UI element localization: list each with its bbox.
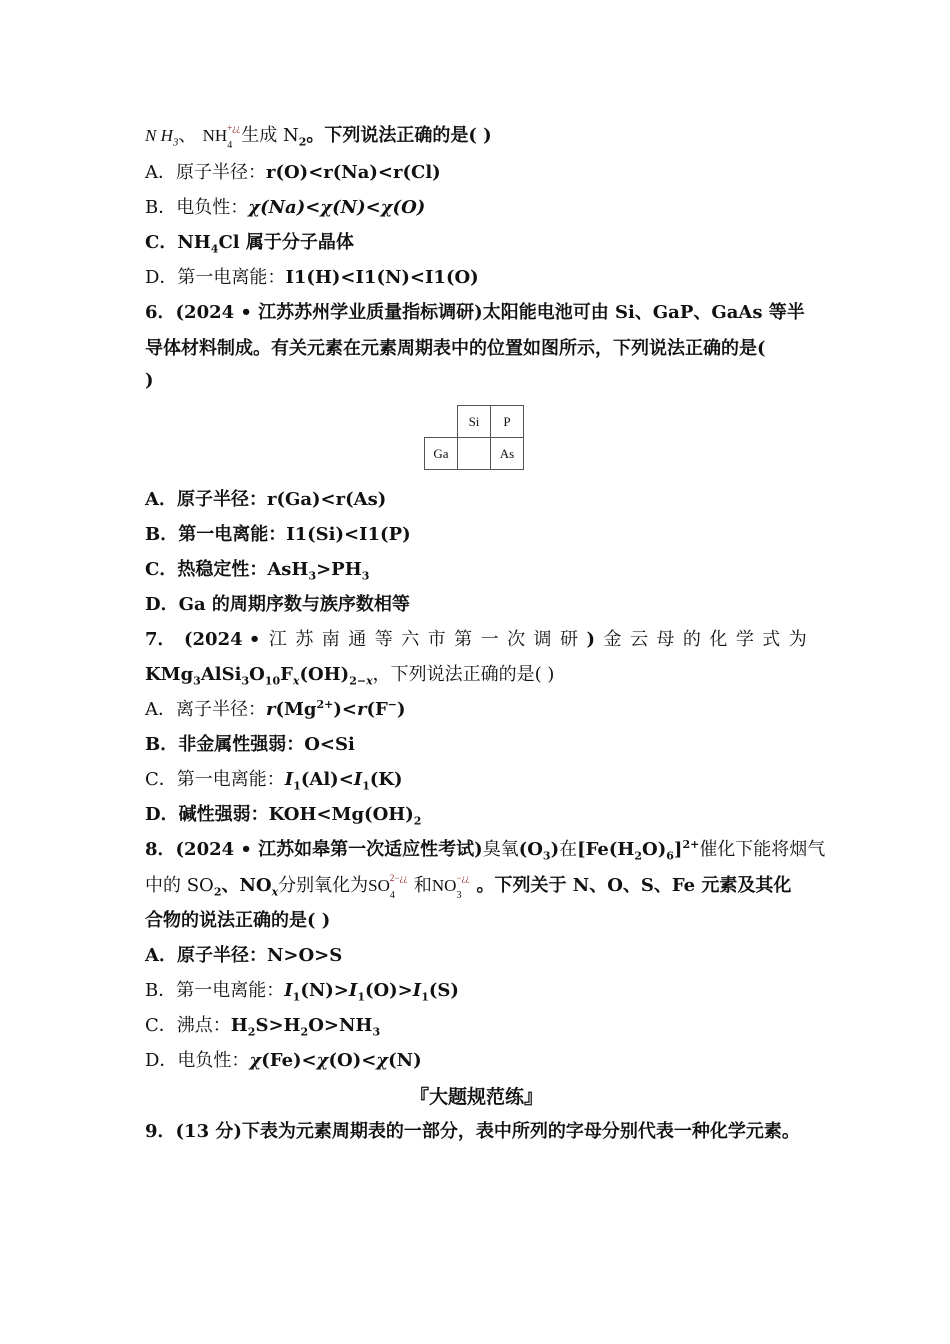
- q7-option-a[interactable]: A．离子半径：$r(Mg^{2+})<r(F^-)$: [145, 698, 406, 720]
- q7-stem-word: 母: [656, 629, 675, 650]
- q7-stem-word: 市: [427, 629, 446, 650]
- q7-option-b[interactable]: B．非金属性强弱：O<Si: [145, 734, 355, 755]
- q7-stem-word: 南: [321, 629, 340, 650]
- q7-stem-word: 第: [454, 629, 473, 650]
- q7-stem-word: 次: [507, 629, 526, 650]
- q7-stem-word: 式: [762, 629, 781, 650]
- q5-option-c[interactable]: C．$NH_4Cl$ 属于分子晶体: [145, 232, 354, 256]
- nh4-ion: NH +¿¿ 4: [202, 123, 241, 151]
- q7-stem-word: 为: [788, 629, 807, 650]
- q8-stem-line3: 合物的说法正确的是( ): [145, 910, 331, 931]
- q7-stem-word: 通: [348, 629, 367, 650]
- q6-stem-line3: ): [145, 370, 154, 391]
- q6-stem-line2: 导体材料制成。有关元素在元素周期表中的位置如图所示，下列说法正确的是(: [145, 338, 766, 359]
- section-heading: 『大题规范练』: [410, 1086, 544, 1108]
- q8-option-b[interactable]: B．第一电离能：$I_1(N)>I_1(O)>I_1(S)$: [145, 980, 459, 1004]
- q6-stem-line1: 6．(2024 • 江苏苏州学业质量指标调研)太阳能电池可由 Si、GaP、GaAs 等半: [145, 302, 805, 323]
- q8-stem-line2: 中的 $SO_2$、$NO_x$分别氧化为SO 2−¿¿ 4 和NO −¿¿ 3 。下列关于 N、O、S、Fe 元素及其化: [145, 873, 792, 901]
- q7-stem-word: 研: [560, 629, 579, 650]
- cell-ga: Ga: [425, 438, 458, 470]
- q5-option-a[interactable]: A．原子半径：r(O)<r(Na)<r(Cl): [145, 162, 441, 183]
- q7-stem-word: 化: [709, 629, 728, 650]
- q7-stem-word: 金: [603, 629, 622, 650]
- q7-stem-word: 的: [682, 629, 701, 650]
- cell-as: As: [491, 438, 524, 470]
- q6-option-a[interactable]: A．原子半径：r(Ga)<r(As): [145, 489, 387, 510]
- q7-option-c[interactable]: C．第一电离能：$I_1(Al)<I_1(K)$: [145, 769, 403, 793]
- q5-stem-tail: N $H_3$、 NH +¿¿ 4 生成 $N_2$。下列说法正确的是( ): [145, 123, 492, 151]
- q7-stem-word: (2024 •: [184, 629, 261, 650]
- cell-si: Si: [458, 406, 491, 438]
- q7-stem-word: ): [586, 629, 596, 650]
- nitrate-ion: NO −¿¿ 3: [431, 873, 470, 901]
- q7-option-d[interactable]: D．碱性强弱：$KOH<Mg(OH)_2$: [145, 804, 422, 828]
- empty-cell: [425, 406, 458, 438]
- periodic-table-fragment: [424, 405, 524, 470]
- q8-option-d[interactable]: D．电负性：χ(Fe)<χ(O)<χ(N): [145, 1050, 422, 1071]
- sulfate-ion: SO 2−¿¿ 4: [368, 873, 408, 901]
- q5-option-b[interactable]: B．电负性：χ(Na)<χ(N)<χ(O): [145, 197, 426, 218]
- q5-d-body: I1(H)<I1(N)<I1(O): [285, 267, 479, 288]
- q7-stem-line2: $KMg_3AlSi_3O_{10}F_x(OH)_{2-x}$，下列说法正确的是( ): [145, 664, 555, 688]
- q7-stem-word: 学: [735, 629, 754, 650]
- q7-stem-word: 一: [480, 629, 499, 650]
- q7-stem-line1: [145, 627, 807, 653]
- q7-stem-word: 云: [629, 629, 648, 650]
- q7-stem-word: 江: [268, 629, 287, 650]
- nh3-formula: N $H_3$: [145, 126, 179, 149]
- q8-option-a[interactable]: A．原子半径：N>O>S: [145, 945, 343, 966]
- q7-stem-word: 六: [401, 629, 420, 650]
- q6-option-c[interactable]: C．热稳定性：$AsH_3>PH_3$: [145, 559, 370, 583]
- q6-option-d[interactable]: D．Ga 的周期序数与族序数相等: [145, 594, 410, 615]
- q7-stem-word: 等: [374, 629, 393, 650]
- q8-stem-line1: 8．(2024 • 江苏如皋第一次适应性考试)臭氧$(O_3)$在$[Fe(H_2O)_6]^{2+}$催化下能将烟气: [145, 838, 826, 863]
- q9-stem-line1: 9．(13 分)下表为元素周期表的一部分，表中所列的字母分别代表一种化学元素。: [145, 1121, 800, 1142]
- q7-stem-word: 调: [533, 629, 552, 650]
- cell-blank: [458, 438, 491, 470]
- mica-formula: $KMg_3AlSi_3O_{10}F_x(OH)_{2-x}$: [145, 664, 373, 688]
- q7-stem-word: 7．: [145, 629, 176, 650]
- q5-option-d[interactable]: D．第一电离能：I1(H)<I1(N)<I1(O): [145, 267, 479, 288]
- cell-p: P: [491, 406, 524, 438]
- q7-stem-word: 苏: [295, 629, 314, 650]
- q8-option-c[interactable]: C．沸点：$H_2S>H_2O>NH_3$: [145, 1015, 381, 1039]
- q6-option-b[interactable]: B．第一电离能：I1(Si)<I1(P): [145, 524, 411, 545]
